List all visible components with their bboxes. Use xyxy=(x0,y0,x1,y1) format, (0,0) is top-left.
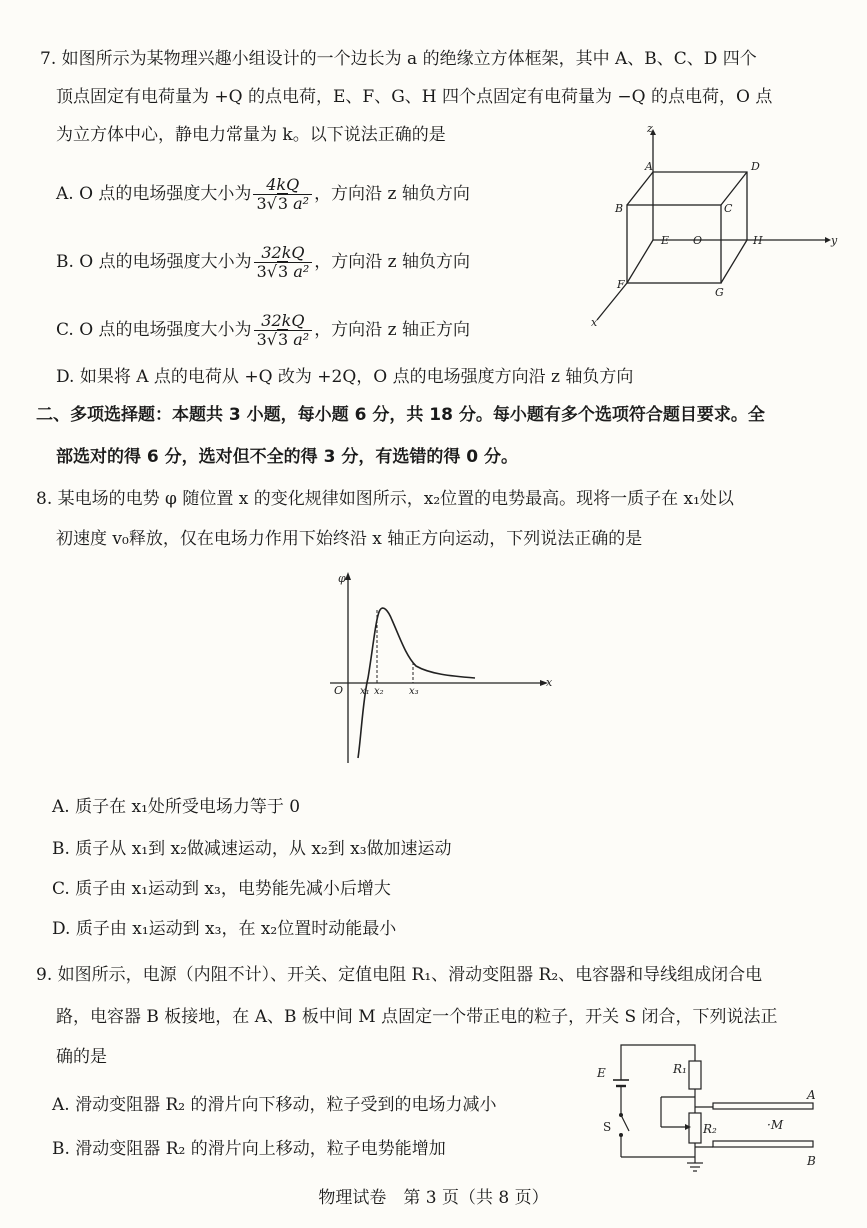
label-E: E xyxy=(661,234,670,247)
label-point-m: ·M xyxy=(767,1118,784,1132)
q7-option-c-fraction xyxy=(254,312,313,349)
q9-option-a: A. 滑动变阻器 R₂ 的滑片向下移动，粒子受到的电场力减小 xyxy=(52,1095,497,1115)
capacitor-plate-b xyxy=(713,1141,813,1147)
label-plate-a: A xyxy=(807,1088,816,1102)
label-phi: φ xyxy=(338,572,346,585)
q7-option-b-den-var: a² xyxy=(293,262,310,281)
label-e: E xyxy=(597,1066,606,1080)
label-B: B xyxy=(615,202,624,215)
q7-option-c-den-root: 3 xyxy=(277,330,289,349)
q7-option-a xyxy=(56,176,470,213)
q7-option-b-den-coef: 3 xyxy=(256,262,267,281)
label-O: O xyxy=(693,234,703,247)
label-A: A xyxy=(645,160,653,173)
q9-stem-line2: 路，电容器 B 板接地，在 A、B 板中间 M 点固定一个带正电的粒子，开关 S 闭合，下列说法正 xyxy=(56,1007,778,1027)
q7-stem-line1: 7. 如图所示为某物理兴趣小组设计的一个边长为 a 的绝缘立方体框架，其中 A、B、C、D 四个 xyxy=(40,49,757,69)
q7-option-c-den-coef: 3 xyxy=(256,330,267,349)
q7-option-b-prefix: B. O 点的电场强度大小为 xyxy=(56,252,252,272)
cube-back-top-right xyxy=(653,172,747,240)
q9-stem-line3: 确的是 xyxy=(56,1047,107,1067)
switch-contact-top xyxy=(619,1113,623,1117)
q7-option-c-den-var: a² xyxy=(293,330,310,349)
q8-option-d: D. 质子由 x₁运动到 x₃，在 x₂位置时动能最小 xyxy=(52,919,397,939)
label-x: x xyxy=(591,316,598,329)
q7-option-c-prefix: C. O 点的电场强度大小为 xyxy=(56,320,252,340)
label-F: F xyxy=(617,278,625,291)
q8-stem-line1: 8. 某电场的电势 φ 随位置 x 的变化规律如图所示，x₂位置的电势最高。现将一质子在 x₁处以 xyxy=(36,489,734,509)
q7-option-c-suffix: ，方向沿 z 轴正方向 xyxy=(314,320,470,340)
label-x: x xyxy=(546,676,553,689)
switch-contact-bottom xyxy=(619,1133,623,1137)
q7-option-b xyxy=(56,244,470,281)
q7-option-a-den-root: 3 xyxy=(277,194,289,213)
q7-option-c-numerator: 32kQ xyxy=(254,312,313,331)
q8-option-c: C. 质子由 x₁运动到 x₃，电势能先减小后增大 xyxy=(52,879,391,899)
label-C: C xyxy=(724,202,733,215)
q7-option-b-numerator: 32kQ xyxy=(254,244,313,263)
q7-option-d: D. 如果将 A 点的电荷从 +Q 改为 +2Q，O 点的电场强度方向沿 z 轴负方向 xyxy=(56,367,634,387)
edge-HG xyxy=(721,240,747,283)
label-G: G xyxy=(715,286,724,299)
q7-option-a-denominator: 3√3 a² xyxy=(256,194,310,213)
label-x1: x₁ xyxy=(360,686,370,697)
q7-option-a-numerator: 4kQ xyxy=(253,176,312,195)
q7-option-b-denominator: 3√3 a² xyxy=(256,262,310,281)
label-r1: R₁ xyxy=(673,1062,687,1076)
q7-stem-line3: 为立方体中心，静电力常量为 k。以下说法正确的是 xyxy=(56,125,446,145)
q9-circuit-figure xyxy=(585,1035,835,1175)
label-r2: R₂ xyxy=(703,1122,717,1136)
q7-option-a-den-var: a² xyxy=(293,194,310,213)
label-y: y xyxy=(831,234,838,247)
q7-option-c xyxy=(56,312,470,349)
q8-stem-line2: 初速度 v₀释放，仅在电场力作用下始终沿 x 轴正方向运动，下列说法正确的是 xyxy=(56,529,643,549)
q8-option-a: A. 质子在 x₁处所受电场力等于 0 xyxy=(52,797,301,817)
q8-option-b: B. 质子从 x₁到 x₂做减速运动，从 x₂到 x₃做加速运动 xyxy=(52,839,452,859)
slider-arrow xyxy=(685,1124,691,1130)
label-x3: x₃ xyxy=(409,686,419,697)
q9-stem-line1: 9. 如图所示，电源（内阻不计）、开关、定值电阻 R₁、滑动变阻器 R₂、电容器和导线组成闭合电 xyxy=(36,965,763,985)
q7-cube-figure xyxy=(585,120,845,335)
q7-option-c-denominator: 3√3 a² xyxy=(256,330,310,349)
label-x2: x₂ xyxy=(374,686,384,697)
edge-AB xyxy=(627,172,653,205)
page-footer: 物理试卷 第 3 页（共 8 页） xyxy=(318,1188,549,1208)
section2-heading-line1: 二、多项选择题：本题共 3 小题，每小题 6 分，共 18 分。每小题有多个选项符合题目要求。全 xyxy=(36,405,765,425)
q7-option-a-fraction xyxy=(253,176,312,213)
q8-potential-graph xyxy=(320,568,560,768)
resistor-r2 xyxy=(689,1113,701,1143)
label-D: D xyxy=(751,160,760,173)
label-H: H xyxy=(753,234,763,247)
q7-option-b-suffix: ，方向沿 z 轴负方向 xyxy=(314,252,471,272)
switch-blade xyxy=(621,1115,629,1131)
label-s: S xyxy=(603,1120,612,1134)
q9-option-b: B. 滑动变阻器 R₂ 的滑片向上移动，粒子电势能增加 xyxy=(52,1139,446,1159)
label-plate-b: B xyxy=(807,1154,816,1168)
capacitor-plate-a xyxy=(713,1103,813,1109)
q7-option-a-suffix: ，方向沿 z 轴负方向 xyxy=(314,184,470,204)
q7-option-a-prefix: A. O 点的电场强度大小为 xyxy=(56,184,252,204)
edge-DC xyxy=(721,172,747,205)
q7-option-b-fraction xyxy=(254,244,313,281)
section2-heading-line2: 部选对的得 6 分，选对但不全的得 3 分，有选错的得 0 分。 xyxy=(56,447,518,467)
edge-EF xyxy=(627,240,653,283)
cube-front-face xyxy=(627,205,721,283)
q7-stem-line2: 顶点固定有电荷量为 +Q 的点电荷，E、F、G、H 四个点固定有电荷量为 −Q 的点电荷，O 点 xyxy=(56,87,773,107)
phi-axis-arrow xyxy=(345,572,351,580)
resistor-r1 xyxy=(689,1061,701,1089)
label-z: z xyxy=(647,122,653,135)
label-origin: O xyxy=(334,684,344,697)
q7-option-a-den-coef: 3 xyxy=(256,194,267,213)
q7-option-b-den-root: 3 xyxy=(278,262,289,281)
